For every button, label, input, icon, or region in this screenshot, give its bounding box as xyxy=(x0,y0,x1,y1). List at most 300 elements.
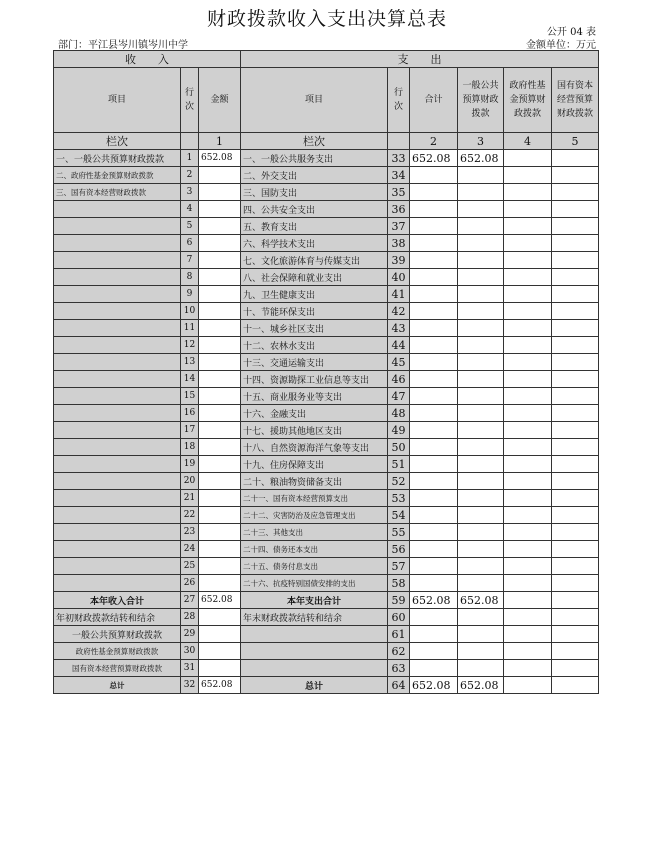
soe-capital-amount xyxy=(552,592,599,609)
income-item xyxy=(54,388,181,405)
income-amount xyxy=(199,473,241,490)
soe-capital-amount xyxy=(552,524,599,541)
gov-fund-amount xyxy=(504,405,552,422)
income-item xyxy=(54,490,181,507)
income-row-no: 18 xyxy=(181,439,199,456)
income-row-no: 5 xyxy=(181,218,199,235)
general-budget-amount xyxy=(458,439,504,456)
income-item xyxy=(54,405,181,422)
gov-fund-amount xyxy=(504,235,552,252)
soe-capital-header: 国有资本经营预算财政拨款 xyxy=(552,68,599,133)
gov-fund-amount xyxy=(504,609,552,626)
table-row xyxy=(54,337,599,354)
income-row-no: 24 xyxy=(181,541,199,558)
expense-item: 二十一、国有资本经营预算支出 xyxy=(241,490,388,507)
expense-item: 十二、农林水支出 xyxy=(241,337,388,354)
income-item xyxy=(54,252,181,269)
table-row xyxy=(54,439,599,456)
expense-row-no: 38 xyxy=(388,235,410,252)
expense-total xyxy=(410,201,458,218)
income-item xyxy=(54,269,181,286)
table-row xyxy=(54,643,599,660)
expense-total: 652.08 xyxy=(410,150,458,167)
income-amount xyxy=(199,507,241,524)
income-amount xyxy=(199,405,241,422)
expense-item: 本年支出合计 xyxy=(241,592,388,609)
income-row-no: 3 xyxy=(181,184,199,201)
expense-total xyxy=(410,388,458,405)
soe-capital-amount xyxy=(552,252,599,269)
general-budget-amount xyxy=(458,643,504,660)
gov-fund-amount xyxy=(504,337,552,354)
income-item xyxy=(54,235,181,252)
income-amount xyxy=(199,252,241,269)
gov-fund-amount xyxy=(504,439,552,456)
expense-row-no: 52 xyxy=(388,473,410,490)
income-row-no: 13 xyxy=(181,354,199,371)
income-amount xyxy=(199,456,241,473)
income-item xyxy=(54,303,181,320)
expense-row-no: 55 xyxy=(388,524,410,541)
general-budget-amount xyxy=(458,541,504,558)
gov-fund-amount xyxy=(504,473,552,490)
col-number: 3 xyxy=(458,133,504,150)
expense-total xyxy=(410,354,458,371)
gov-fund-amount xyxy=(504,575,552,592)
expense-item xyxy=(241,643,388,660)
income-row-no: 19 xyxy=(181,456,199,473)
table-row xyxy=(54,490,599,507)
table-row xyxy=(54,167,599,184)
expense-row-no: 54 xyxy=(388,507,410,524)
expense-row-no: 35 xyxy=(388,184,410,201)
income-row-no: 25 xyxy=(181,558,199,575)
income-amount xyxy=(199,167,241,184)
soe-capital-amount xyxy=(552,473,599,490)
income-row-no: 17 xyxy=(181,422,199,439)
total-header: 合计 xyxy=(410,68,458,133)
soe-capital-amount xyxy=(552,201,599,218)
table-row xyxy=(54,507,599,524)
expense-row-no: 53 xyxy=(388,490,410,507)
expense-total xyxy=(410,660,458,677)
expense-total xyxy=(410,643,458,660)
expense-row-no: 51 xyxy=(388,456,410,473)
expense-total xyxy=(410,524,458,541)
general-budget-amount: 652.08 xyxy=(458,677,504,694)
table-row xyxy=(54,218,599,235)
general-budget-amount: 652.08 xyxy=(458,150,504,167)
soe-capital-amount xyxy=(552,575,599,592)
expense-item xyxy=(241,660,388,677)
gov-fund-amount xyxy=(504,252,552,269)
expense-row-no: 41 xyxy=(388,286,410,303)
income-row-no: 7 xyxy=(181,252,199,269)
general-budget-header: 一般公共预算财政拨款 xyxy=(458,68,504,133)
income-row-no: 22 xyxy=(181,507,199,524)
income-amount xyxy=(199,320,241,337)
general-budget-amount xyxy=(458,558,504,575)
general-budget-amount xyxy=(458,235,504,252)
soe-capital-amount xyxy=(552,167,599,184)
expense-row-no: 43 xyxy=(388,320,410,337)
expense-total xyxy=(410,575,458,592)
income-amount xyxy=(199,422,241,439)
gov-fund-amount xyxy=(504,490,552,507)
table-row xyxy=(54,473,599,490)
gov-fund-amount xyxy=(504,320,552,337)
soe-capital-amount xyxy=(552,626,599,643)
income-amount xyxy=(199,303,241,320)
soe-capital-amount xyxy=(552,184,599,201)
general-budget-amount xyxy=(458,286,504,303)
expense-row-no: 64 xyxy=(388,677,410,694)
expense-total xyxy=(410,286,458,303)
general-budget-amount xyxy=(458,269,504,286)
general-budget-amount xyxy=(458,575,504,592)
amount-header: 金额 xyxy=(199,68,241,133)
income-amount xyxy=(199,660,241,677)
income-item xyxy=(54,337,181,354)
expense-row-no: 61 xyxy=(388,626,410,643)
table-row xyxy=(54,201,599,218)
income-row-no: 1 xyxy=(181,150,199,167)
income-row-no: 27 xyxy=(181,592,199,609)
table-row xyxy=(54,184,599,201)
expense-total xyxy=(410,456,458,473)
expense-row-no: 60 xyxy=(388,609,410,626)
income-amount xyxy=(199,490,241,507)
expense-item: 年末财政拨款结转和结余 xyxy=(241,609,388,626)
income-row-no: 31 xyxy=(181,660,199,677)
table-row xyxy=(54,660,599,677)
soe-capital-amount xyxy=(552,507,599,524)
expense-row-no: 49 xyxy=(388,422,410,439)
col-number: 5 xyxy=(552,133,599,150)
expense-total xyxy=(410,320,458,337)
table-row xyxy=(54,388,599,405)
form-number: 公开 04 表 xyxy=(546,27,596,38)
gov-fund-amount xyxy=(504,167,552,184)
general-budget-amount xyxy=(458,218,504,235)
table-row xyxy=(54,422,599,439)
expense-item: 三、国防支出 xyxy=(241,184,388,201)
soe-capital-amount xyxy=(552,371,599,388)
table-row xyxy=(54,524,599,541)
income-item-header: 项目 xyxy=(54,68,181,133)
gov-fund-header: 政府性基金预算财政拨款 xyxy=(504,68,552,133)
income-row-header: 行次 xyxy=(181,68,199,133)
income-item: 总计 xyxy=(54,677,181,694)
income-item xyxy=(54,558,181,575)
expense-row-no: 46 xyxy=(388,371,410,388)
gov-fund-amount xyxy=(504,592,552,609)
gov-fund-amount xyxy=(504,286,552,303)
general-budget-amount xyxy=(458,354,504,371)
expense-total xyxy=(410,405,458,422)
soe-capital-amount xyxy=(552,286,599,303)
soe-capital-amount xyxy=(552,456,599,473)
expense-item: 一、一般公共服务支出 xyxy=(241,150,388,167)
expense-item: 八、社会保障和就业支出 xyxy=(241,269,388,286)
table-row xyxy=(54,626,599,643)
general-budget-amount xyxy=(458,388,504,405)
income-amount xyxy=(199,388,241,405)
gov-fund-amount xyxy=(504,184,552,201)
table-row xyxy=(54,541,599,558)
gov-fund-amount xyxy=(504,558,552,575)
expense-total xyxy=(410,507,458,524)
table-row xyxy=(54,405,599,422)
expense-item: 十五、商业服务业等支出 xyxy=(241,388,388,405)
income-row-no: 2 xyxy=(181,167,199,184)
table-row xyxy=(54,252,599,269)
table-row xyxy=(54,592,599,609)
income-amount xyxy=(199,286,241,303)
gov-fund-amount xyxy=(504,422,552,439)
expense-row-no: 44 xyxy=(388,337,410,354)
income-item xyxy=(54,201,181,218)
general-budget-amount xyxy=(458,184,504,201)
table-row xyxy=(54,320,599,337)
income-item: 二、政府性基金预算财政拨款 xyxy=(54,167,181,184)
general-budget-amount xyxy=(458,456,504,473)
table-row xyxy=(54,286,599,303)
income-amount: 652.08 xyxy=(199,150,241,167)
soe-capital-amount xyxy=(552,269,599,286)
expense-row-no: 33 xyxy=(388,150,410,167)
income-item xyxy=(54,422,181,439)
general-budget-amount xyxy=(458,167,504,184)
income-amount: 652.08 xyxy=(199,592,241,609)
soe-capital-amount xyxy=(552,609,599,626)
income-row-no: 32 xyxy=(181,677,199,694)
income-item xyxy=(54,524,181,541)
expense-total xyxy=(410,422,458,439)
expense-item: 九、卫生健康支出 xyxy=(241,286,388,303)
expense-item: 十七、援助其他地区支出 xyxy=(241,422,388,439)
lanci-label: 栏次 xyxy=(54,133,181,150)
expense-row-no: 57 xyxy=(388,558,410,575)
income-row-no: 23 xyxy=(181,524,199,541)
income-row-no: 4 xyxy=(181,201,199,218)
income-amount xyxy=(199,218,241,235)
expense-total xyxy=(410,439,458,456)
expense-item: 七、文化旅游体育与传媒支出 xyxy=(241,252,388,269)
expense-header: 支 出 xyxy=(241,51,599,68)
general-budget-amount xyxy=(458,201,504,218)
expense-item: 十、节能环保支出 xyxy=(241,303,388,320)
income-amount xyxy=(199,337,241,354)
table-row xyxy=(54,354,599,371)
income-item xyxy=(54,439,181,456)
income-row-no: 14 xyxy=(181,371,199,388)
expense-total xyxy=(410,235,458,252)
col-number: 1 xyxy=(199,133,241,150)
general-budget-amount xyxy=(458,405,504,422)
general-budget-amount: 652.08 xyxy=(458,592,504,609)
gov-fund-amount xyxy=(504,371,552,388)
expense-row-no: 37 xyxy=(388,218,410,235)
table-row xyxy=(54,150,599,167)
department: 部门：平江县岑川镇岑川中学 xyxy=(58,40,188,51)
income-amount xyxy=(199,524,241,541)
income-amount xyxy=(199,269,241,286)
income-amount xyxy=(199,575,241,592)
income-row-no: 30 xyxy=(181,643,199,660)
general-budget-amount xyxy=(458,320,504,337)
expense-item: 总计 xyxy=(241,677,388,694)
gov-fund-amount xyxy=(504,388,552,405)
income-row-no: 10 xyxy=(181,303,199,320)
table-row xyxy=(54,269,599,286)
expense-item: 十三、交通运输支出 xyxy=(241,354,388,371)
lanci-label: 栏次 xyxy=(241,133,388,150)
income-item xyxy=(54,575,181,592)
income-amount xyxy=(199,184,241,201)
expense-item: 二十三、其他支出 xyxy=(241,524,388,541)
expense-row-no: 40 xyxy=(388,269,410,286)
soe-capital-amount xyxy=(552,388,599,405)
expense-row-no: 56 xyxy=(388,541,410,558)
expense-total xyxy=(410,473,458,490)
expense-total xyxy=(410,609,458,626)
income-row-no: 16 xyxy=(181,405,199,422)
soe-capital-amount xyxy=(552,422,599,439)
income-item: 三、国有资本经营财政拨款 xyxy=(54,184,181,201)
income-item xyxy=(54,218,181,235)
income-amount xyxy=(199,609,241,626)
expense-row-no: 62 xyxy=(388,643,410,660)
general-budget-amount xyxy=(458,303,504,320)
expense-total xyxy=(410,558,458,575)
income-row-no: 8 xyxy=(181,269,199,286)
expense-item: 二十五、债务付息支出 xyxy=(241,558,388,575)
expense-row-no: 48 xyxy=(388,405,410,422)
expense-total xyxy=(410,371,458,388)
page-title: 财政拨款收入支出决算总表 xyxy=(206,8,447,30)
general-budget-amount xyxy=(458,660,504,677)
income-header: 收 入 xyxy=(54,51,241,68)
expense-item-header: 项目 xyxy=(241,68,388,133)
income-amount xyxy=(199,626,241,643)
table-row xyxy=(54,558,599,575)
expense-row-no: 59 xyxy=(388,592,410,609)
income-item: 政府性基金预算财政拨款 xyxy=(54,643,181,660)
income-item: 一般公共预算财政拨款 xyxy=(54,626,181,643)
amount-unit: 金额单位：万元 xyxy=(526,40,596,51)
expense-row-no: 45 xyxy=(388,354,410,371)
expense-total xyxy=(410,252,458,269)
expense-row-no: 50 xyxy=(388,439,410,456)
income-item xyxy=(54,507,181,524)
income-item xyxy=(54,456,181,473)
gov-fund-amount xyxy=(504,507,552,524)
col-number: 4 xyxy=(504,133,552,150)
expense-item: 十六、金融支出 xyxy=(241,405,388,422)
gov-fund-amount xyxy=(504,456,552,473)
expense-row-no: 39 xyxy=(388,252,410,269)
soe-capital-amount xyxy=(552,439,599,456)
soe-capital-amount xyxy=(552,677,599,694)
general-budget-amount xyxy=(458,524,504,541)
expense-item: 十四、资源勘探工业信息等支出 xyxy=(241,371,388,388)
table-row xyxy=(54,303,599,320)
expense-total xyxy=(410,337,458,354)
general-budget-amount xyxy=(458,252,504,269)
soe-capital-amount xyxy=(552,660,599,677)
general-budget-amount xyxy=(458,337,504,354)
soe-capital-amount xyxy=(552,490,599,507)
income-item: 国有资本经营预算财政拨款 xyxy=(54,660,181,677)
income-amount xyxy=(199,235,241,252)
income-row-no: 15 xyxy=(181,388,199,405)
income-item xyxy=(54,371,181,388)
general-budget-amount xyxy=(458,490,504,507)
income-amount xyxy=(199,201,241,218)
expense-total xyxy=(410,184,458,201)
income-row-no: 26 xyxy=(181,575,199,592)
expense-total xyxy=(410,167,458,184)
income-amount xyxy=(199,354,241,371)
expense-total xyxy=(410,541,458,558)
income-item xyxy=(54,541,181,558)
income-item xyxy=(54,473,181,490)
general-budget-amount xyxy=(458,609,504,626)
income-amount: 652.08 xyxy=(199,677,241,694)
income-amount xyxy=(199,643,241,660)
soe-capital-amount xyxy=(552,558,599,575)
gov-fund-amount xyxy=(504,626,552,643)
table-row xyxy=(54,235,599,252)
gov-fund-amount xyxy=(504,660,552,677)
table-row xyxy=(54,677,599,694)
income-item xyxy=(54,286,181,303)
gov-fund-amount xyxy=(504,269,552,286)
expense-total xyxy=(410,626,458,643)
gov-fund-amount xyxy=(504,303,552,320)
gov-fund-amount xyxy=(504,354,552,371)
income-item: 年初财政拨款结转和结余 xyxy=(54,609,181,626)
income-row-no: 6 xyxy=(181,235,199,252)
expense-row-header: 行次 xyxy=(388,68,410,133)
expense-item: 四、公共安全支出 xyxy=(241,201,388,218)
soe-capital-amount xyxy=(552,320,599,337)
income-amount xyxy=(199,371,241,388)
expense-total: 652.08 xyxy=(410,592,458,609)
soe-capital-amount xyxy=(552,337,599,354)
expense-item: 十一、城乡社区支出 xyxy=(241,320,388,337)
income-row-no: 28 xyxy=(181,609,199,626)
soe-capital-amount xyxy=(552,541,599,558)
expense-item: 十八、自然资源海洋气象等支出 xyxy=(241,439,388,456)
income-amount xyxy=(199,439,241,456)
soe-capital-amount xyxy=(552,354,599,371)
gov-fund-amount xyxy=(504,201,552,218)
expense-item: 二、外交支出 xyxy=(241,167,388,184)
expense-item: 二十二、灾害防治及应急管理支出 xyxy=(241,507,388,524)
soe-capital-amount xyxy=(552,643,599,660)
general-budget-amount xyxy=(458,473,504,490)
income-row-no: 21 xyxy=(181,490,199,507)
expense-row-no: 34 xyxy=(388,167,410,184)
income-row-no: 29 xyxy=(181,626,199,643)
table-row xyxy=(54,609,599,626)
income-item xyxy=(54,354,181,371)
soe-capital-amount xyxy=(552,235,599,252)
general-budget-amount xyxy=(458,507,504,524)
soe-capital-amount xyxy=(552,405,599,422)
